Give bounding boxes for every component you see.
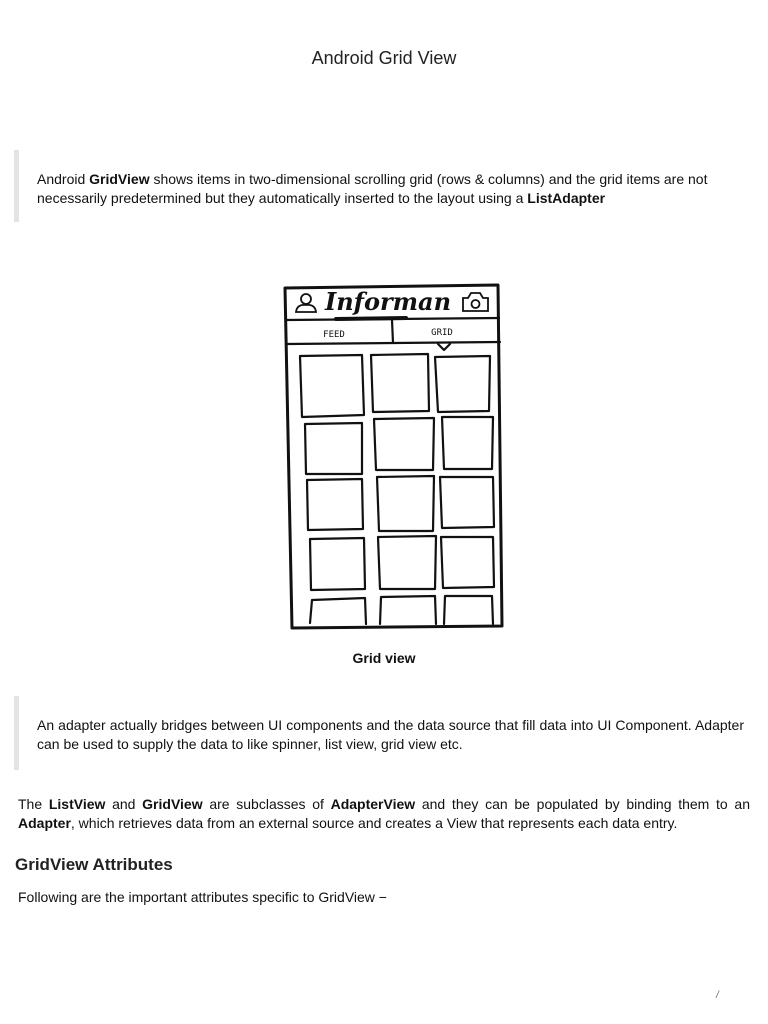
subclass-listview: ListView bbox=[48, 796, 106, 812]
subclass-text-4: and they can be populated by binding them to an bbox=[415, 796, 751, 812]
sketch-app-title: Informan bbox=[324, 287, 452, 316]
subclass-adapterview: AdapterView bbox=[330, 796, 416, 812]
subclass-text-5: , which retrieves data from an external source and creates a View that represents each data entry. bbox=[70, 815, 678, 831]
page-number: / bbox=[716, 990, 719, 1001]
adapter-blockquote bbox=[14, 696, 744, 770]
intro-gridview: GridView bbox=[89, 171, 150, 187]
subclass-paragraph bbox=[18, 795, 750, 833]
subclass-text-1: The bbox=[18, 796, 49, 812]
intro-listadapter: ListAdapter bbox=[527, 190, 606, 206]
figure-caption: Grid view bbox=[352, 650, 416, 666]
intro-text-2: shows items in two-dimensional scrolling grid (rows & columns) and the grid items are not necessarily predetermined but they automatically inserted to the layout using a bbox=[37, 171, 708, 206]
subclass-text-2: and bbox=[105, 796, 143, 812]
attributes-intro: Following are the important attributes specific to GridView − bbox=[18, 889, 387, 905]
camera-icon bbox=[463, 293, 488, 311]
grid-view-sketch bbox=[278, 278, 508, 634]
intro-text-1: Android bbox=[37, 171, 90, 187]
page-title: Android Grid View bbox=[311, 48, 457, 68]
intro-text bbox=[37, 170, 744, 208]
subclass-gridview: GridView bbox=[142, 796, 203, 812]
sketch-tab-grid: GRID bbox=[431, 328, 453, 338]
intro-blockquote bbox=[14, 150, 744, 222]
attributes-heading: GridView Attributes bbox=[15, 855, 173, 874]
sketch-tab-feed: FEED bbox=[323, 330, 345, 340]
profile-icon bbox=[296, 294, 316, 312]
subclass-adapter: Adapter bbox=[18, 815, 71, 831]
adapter-text: An adapter actually bridges between UI components and the data source that fill data into UI Component. Adapter can be used to supply the data to like spinner, list view, grid view etc. bbox=[37, 717, 744, 752]
subclass-text-3: are subclasses of bbox=[202, 796, 331, 812]
